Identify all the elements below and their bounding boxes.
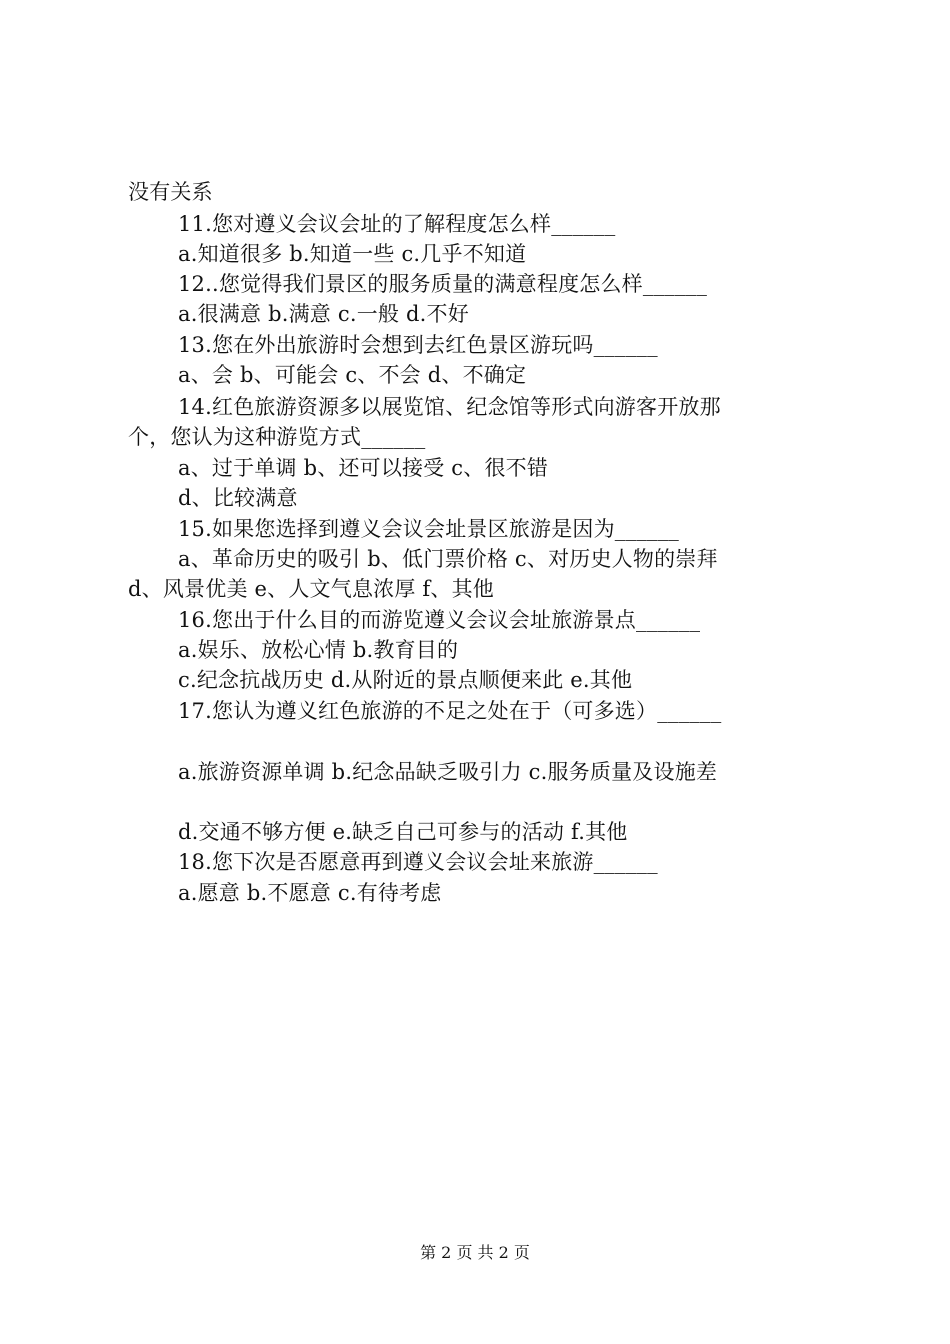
question-13: 13.您在外出旅游时会想到去红色景区游玩吗______ xyxy=(178,333,658,357)
question-12: 12..您觉得我们景区的服务质量的满意程度怎么样______ xyxy=(178,272,708,296)
options-17-continued: d.交通不够方便 e.缺乏自己可参与的活动 f.其他 xyxy=(178,820,628,844)
options-14: a、过于单调 b、还可以接受 c、很不错 xyxy=(178,456,549,480)
question-16: 16.您出于什么目的而游览遵义会议会址旅游景点______ xyxy=(178,608,701,632)
options-15-continued: d、风景优美 e、人文气息浓厚 f、其他 xyxy=(128,577,494,601)
question-14: 14.红色旅游资源多以展览馆、纪念馆等形式向游客开放那 xyxy=(178,395,721,419)
question-17: 17.您认为遵义红色旅游的不足之处在于（可多选）______ xyxy=(178,699,722,723)
options-13: a、会 b、可能会 c、不会 d、不确定 xyxy=(178,363,527,387)
options-15: a、革命历史的吸引 b、低门票价格 c、对历史人物的崇拜 xyxy=(178,547,718,571)
options-16-continued: c.纪念抗战历史 d.从附近的景点顺便来此 e.其他 xyxy=(178,668,633,692)
text-line: 没有关系 xyxy=(128,180,213,204)
options-17: a.旅游资源单调 b.纪念品缺乏吸引力 c.服务质量及设施差 xyxy=(178,760,718,784)
question-15: 15.如果您选择到遵义会议会址景区旅游是因为______ xyxy=(178,517,679,541)
options-11: a.知道很多 b.知道一些 c.几乎不知道 xyxy=(178,242,527,266)
options-12: a.很满意 b.满意 c.一般 d.不好 xyxy=(178,302,469,326)
page-footer: 第 2 页 共 2 页 xyxy=(420,1243,530,1262)
options-18: a.愿意 b.不愿意 c.有待考虑 xyxy=(178,881,442,905)
options-14-continued: d、比较满意 xyxy=(178,486,298,510)
options-16: a.娱乐、放松心情 b.教育目的 xyxy=(178,638,459,662)
question-11: 11.您对遵义会议会址的了解程度怎么样______ xyxy=(178,212,616,236)
question-14-continued: 个，您认为这种游览方式______ xyxy=(128,425,426,449)
question-18: 18.您下次是否愿意再到遵义会议会址来旅游______ xyxy=(178,850,658,874)
